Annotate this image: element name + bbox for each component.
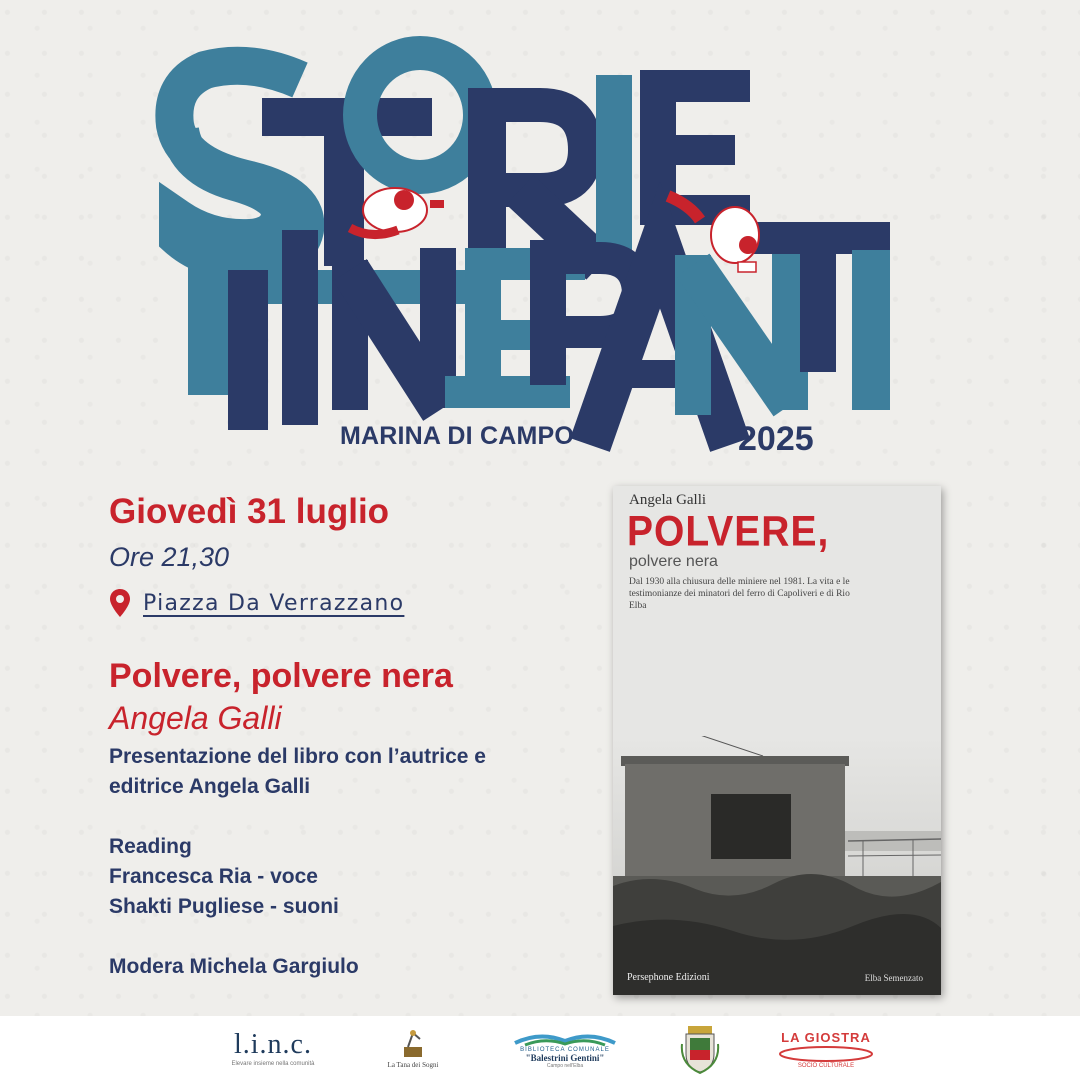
cover-series: Elba Semenzato <box>864 973 923 983</box>
sponsor-linc-logo <box>218 1024 328 1074</box>
open-book-icon <box>510 1029 620 1047</box>
biblioteca-line3: Campo nell'Elba <box>546 1063 584 1069</box>
sponsor-giostra-logo <box>772 1024 880 1074</box>
cover-title: POLVERE, <box>627 508 830 556</box>
linc-name: l.i.n.c. <box>234 1029 312 1060</box>
logo-year: 2025 <box>738 420 814 458</box>
giostra-tagline: SOCIO CULTURALE <box>797 1062 855 1069</box>
cover-author: Angela Galli <box>629 492 707 508</box>
sponsor-biblioteca-logo <box>500 1024 630 1074</box>
reading-sounds: Shakti Pugliese - suoni <box>109 895 339 918</box>
book-cover <box>613 486 941 995</box>
biblioteca-line1: BIBLIOTECA COMUNALE <box>520 1047 610 1053</box>
coat-of-arms-icon <box>680 1024 720 1074</box>
cover-blurb: Dal 1930 alla chiusura delle miniere nel 1981. La vita e le testimonianze dei minatori del ferro di Capoliveri e di Rio Elba <box>629 577 850 611</box>
logo-row-itinieranti <box>188 222 890 445</box>
festival-logo <box>0 0 1080 470</box>
tana-name: La Tana dei Sogni <box>387 1061 439 1069</box>
cover-photo <box>613 736 941 995</box>
moderator: Modera Michela Gargiulo <box>109 955 359 978</box>
event-date: Giovedì 31 luglio <box>109 492 390 531</box>
book-title: Polvere, polvere nera <box>109 657 453 695</box>
cover-subtitle: polvere nera <box>629 553 718 570</box>
map-pin-icon <box>109 588 131 618</box>
location-link[interactable]: Piazza Da Verrazzano <box>143 590 405 616</box>
giostra-name: LA GIOSTRA <box>781 1029 871 1045</box>
logo-lettering <box>0 0 1080 470</box>
event-location[interactable] <box>109 588 579 618</box>
event-info <box>109 490 579 982</box>
reading-heading: Reading <box>109 835 192 858</box>
sponsor-bar <box>0 1016 1080 1080</box>
cover-publisher: Persephone Edizioni <box>627 972 710 983</box>
book-author: Angela Galli <box>109 700 282 736</box>
biblioteca-line2: "Balestrini Gentini" <box>525 1053 605 1063</box>
reading-voice: Francesca Ria - voce <box>109 865 318 888</box>
reading-figure-left <box>350 188 444 235</box>
sponsor-comune-crest <box>675 1024 725 1074</box>
event-description: Presentazione del libro con l’autrice e editrice Angela Galli <box>109 745 486 798</box>
linc-tagline: Elevare insieme nella comunità <box>231 1061 315 1067</box>
lamp-icon <box>400 1029 426 1059</box>
logo-place: MARINA DI CAMPO <box>340 422 575 450</box>
sponsor-tana-logo <box>378 1024 448 1074</box>
event-time: Ore 21,30 <box>109 542 230 572</box>
reading-credits <box>109 832 579 922</box>
carousel-icon <box>776 1045 876 1063</box>
